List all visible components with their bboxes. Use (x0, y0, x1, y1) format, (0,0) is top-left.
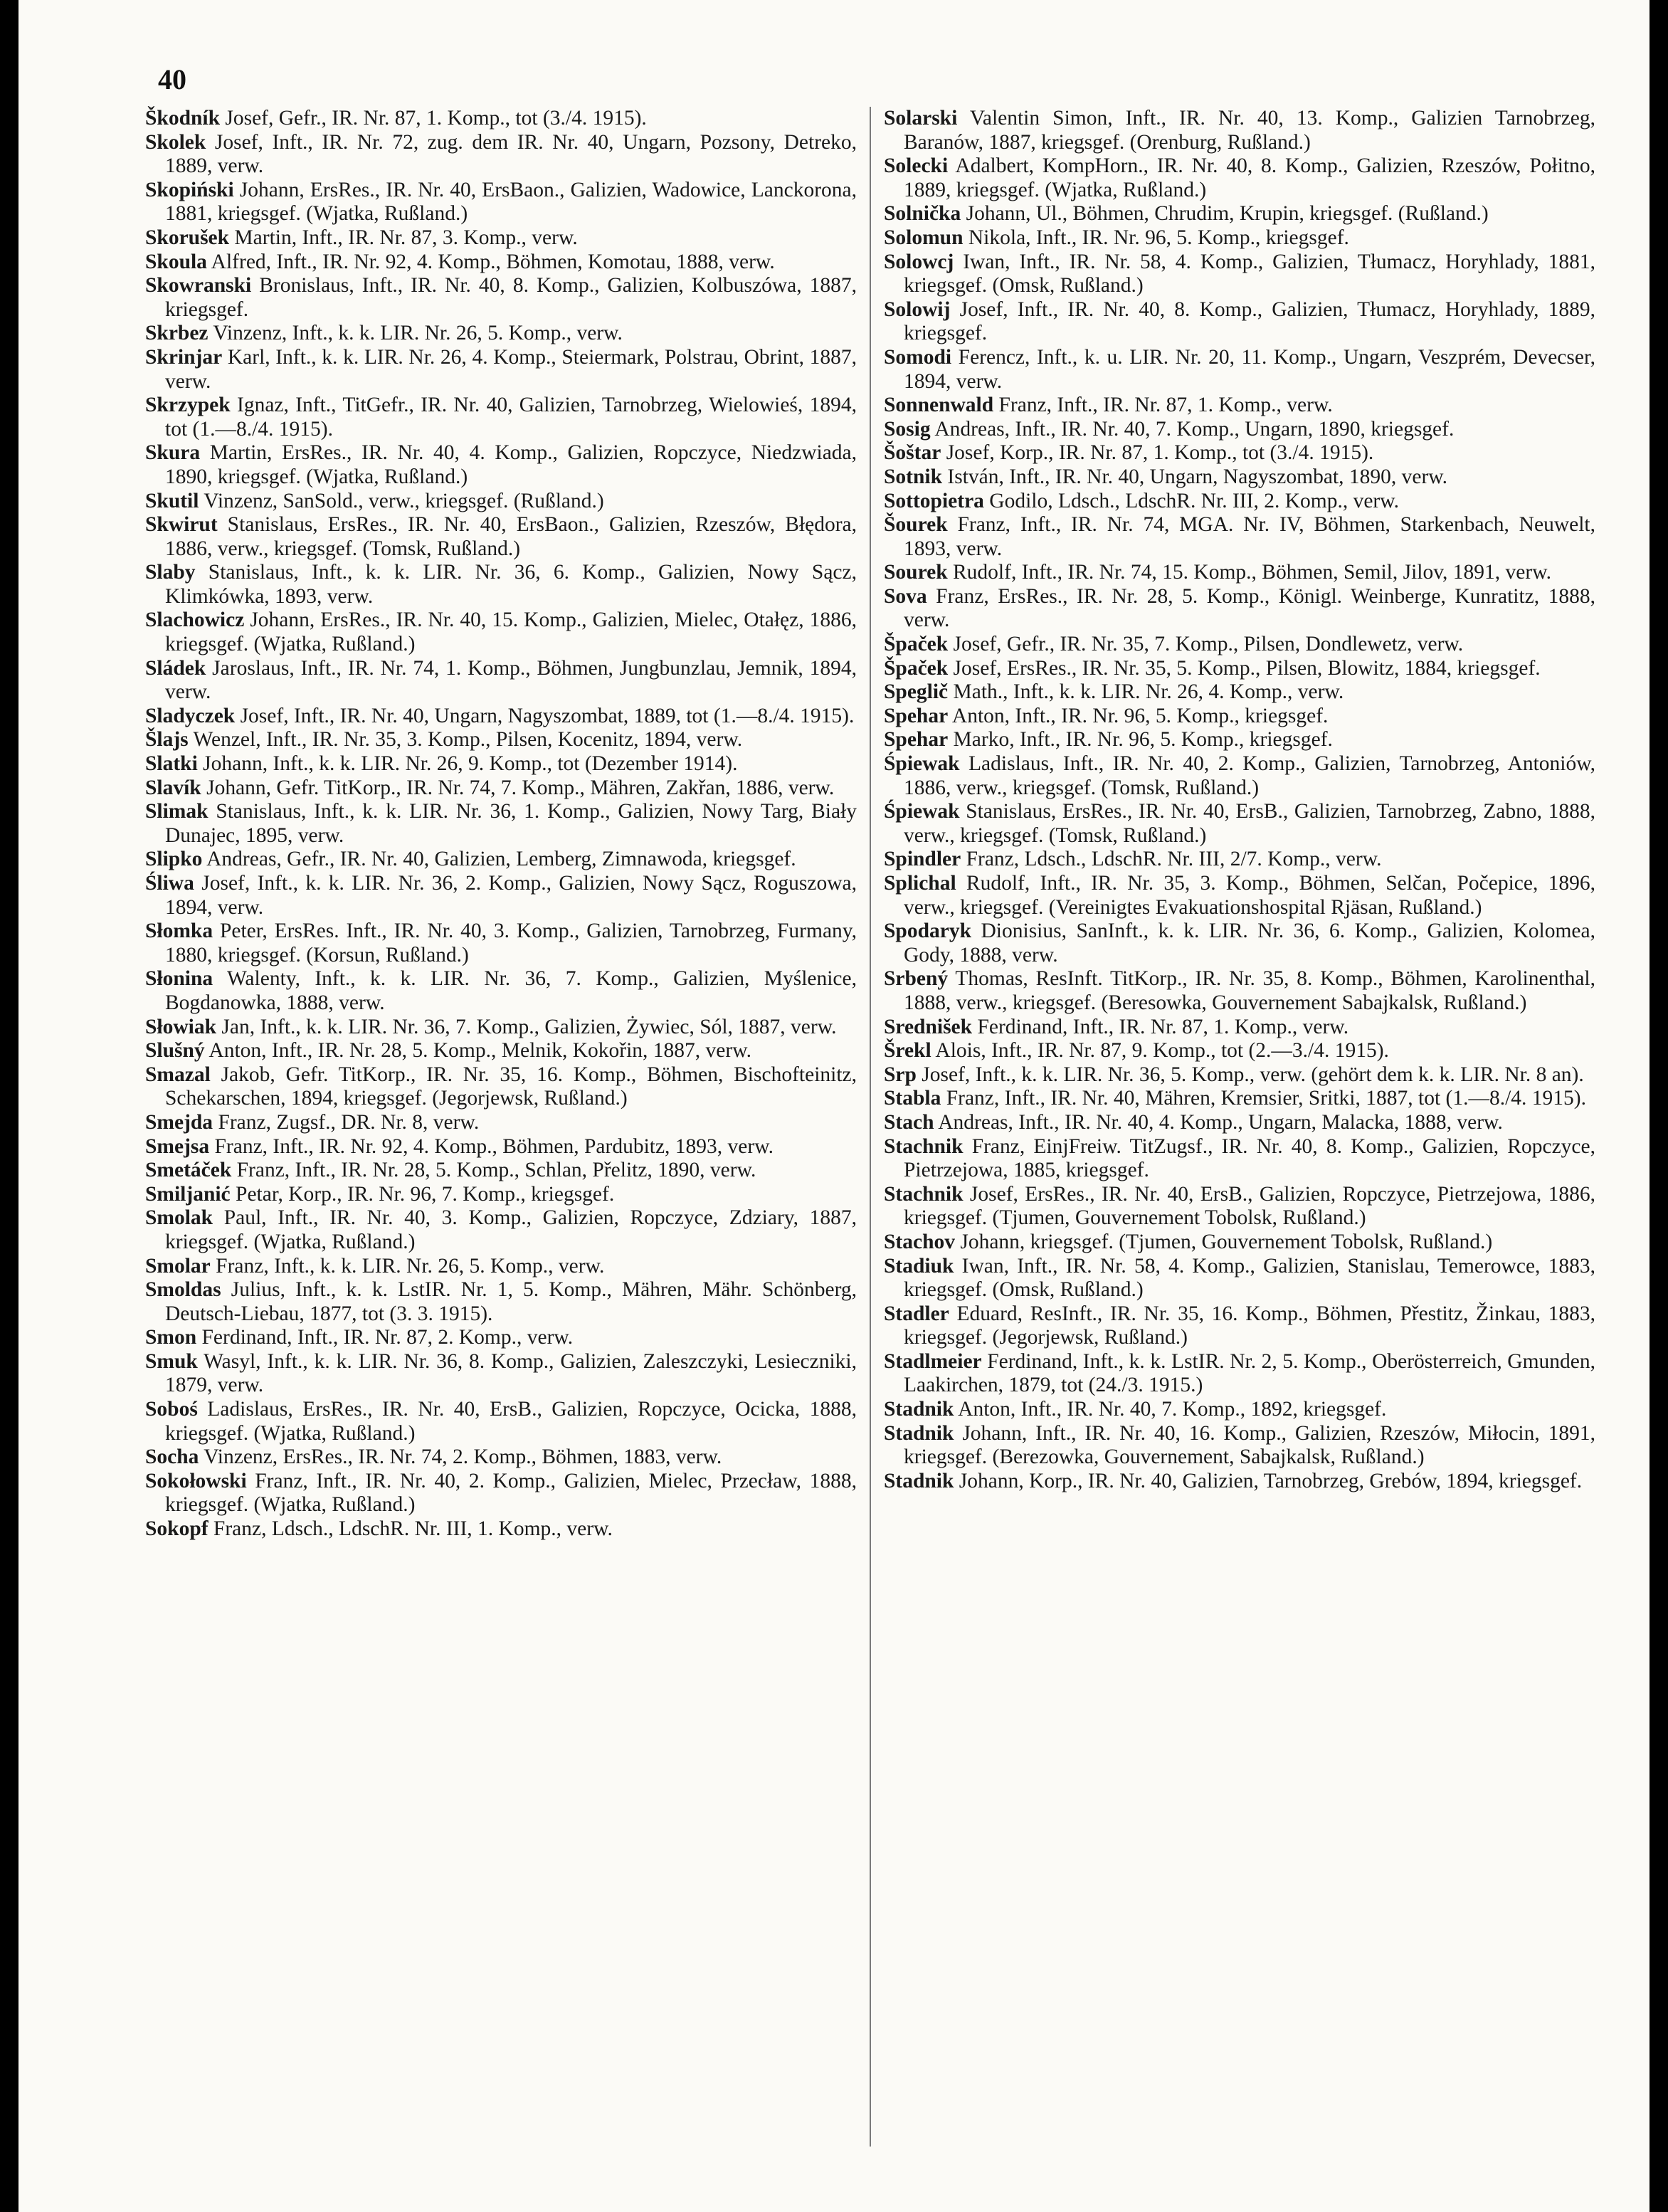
entry-surname: Srbený (884, 967, 949, 991)
entry-surname: Soboś (145, 1398, 198, 1421)
entry-surname: Solarski (884, 107, 958, 130)
entry-details: Ferdinand, Inft., k. k. LstIR. Nr. 2, 5. Komp., Oberösterreich, Gmunden, Laakirchen, 1879, tot (24./3. 1915.) (904, 1349, 1596, 1397)
entry-surname: Smejda (145, 1110, 213, 1134)
entry-details: Anton, Inft., IR. Nr. 96, 5. Komp., kriegsgef. (951, 704, 1329, 727)
entry-details: Vinzenz, ErsRes., IR. Nr. 74, 2. Komp., Böhmen, 1883, verw. (204, 1445, 722, 1469)
register-entry (884, 1135, 1595, 1183)
entry-details: Jaroslaus, Inft., IR. Nr. 74, 1. Komp., Böhmen, Jungbunzlau, Jemnik, 1894, verw. (165, 656, 857, 704)
entry-details: Josef, ErsRes., IR. Nr. 40, ErsB., Galizien, Ropczyce, Pietrzejowa, 1886, kriegsgef. (Tjumen, Gouvernement Tobolsk, Rußland.) (904, 1182, 1596, 1230)
register-entry (884, 418, 1595, 442)
entry-details: Julius, Inft., k. k. LstIR. Nr. 1, 5. Komp., Mähren, Mähr. Schönberg, Deutsch-Liebau, 1877, tot (3. 3. 1915). (165, 1278, 857, 1325)
entry-surname: Śpiewak (884, 752, 960, 776)
entry-surname: Smoldas (145, 1278, 221, 1302)
entry-details: Thomas, ResInft. TitKorp., IR. Nr. 35, 8. Komp., Böhmen, Karolinenthal, 1888, verw., kriegsgef. (Beresowka, Gouvernement Sabajkalsk, Rußland.) (904, 967, 1595, 1014)
entry-details: Anton, Inft., IR. Nr. 40, 7. Komp., 1892, kriegsgef. (958, 1398, 1387, 1421)
entry-surname: Spindler (884, 848, 961, 871)
entry-details: Adalbert, KompHorn., IR. Nr. 40, 8. Komp., Galizien, Rzeszów, Połitno, 1889, kriegsgef. (Wjatka, Rußland.) (904, 154, 1596, 201)
entry-surname: Słonina (145, 967, 213, 991)
entry-surname: Solnička (884, 202, 961, 226)
entry-surname: Spehar (884, 704, 949, 727)
entry-surname: Skura (145, 441, 201, 465)
entry-details: Rudolf, Inft., IR. Nr. 35, 3. Komp., Böhmen, Selčan, Počepice, 1896, verw., kriegsgef. (Vereinigtes Evakuationshospital Rjäsan, Rußland.) (904, 872, 1595, 919)
register-entry (145, 1111, 857, 1135)
entry-surname: Skopiński (145, 178, 234, 201)
register-entry (884, 1063, 1595, 1087)
left-column (145, 107, 857, 1542)
register-entry (884, 657, 1595, 681)
entry-details: Andreas, Inft., IR. Nr. 40, 4. Komp., Ungarn, Malacka, 1888, verw. (938, 1110, 1503, 1134)
entry-surname: Stach (884, 1110, 934, 1134)
entry-surname: Speglič (884, 680, 949, 704)
entry-details: Josef, ErsRes., IR. Nr. 35, 5. Komp., Pilsen, Blowitz, 1884, kriegsgef. (953, 656, 1541, 680)
entry-details: Josef, Inft., IR. Nr. 40, Ungarn, Nagyszombat, 1889, tot (1.—8./4. 1915). (240, 704, 855, 727)
entry-surname: Sosig (884, 417, 931, 441)
entry-surname: Smuk (145, 1349, 198, 1373)
entry-details: Franz, EinjFreiw. TitZugsf., IR. Nr. 40, 8. Komp., Galizien, Ropczyce, Pietrzejowa, 1885, kriegsgef. (904, 1134, 1595, 1182)
entry-surname: Stadiuk (884, 1254, 954, 1278)
page-number: 40 (158, 63, 186, 95)
entry-surname: Skutil (145, 489, 199, 512)
entry-details: Franz, Inft., IR. Nr. 28, 5. Komp., Schlan, Přelitz, 1890, verw. (236, 1159, 756, 1182)
entry-details: Bronislaus, Inft., IR. Nr. 40, 8. Komp., Galizien, Kolbuszówa, 1887, kriegsgef. (165, 274, 857, 321)
entry-surname: Skoula (145, 250, 207, 273)
entry-surname: Stabla (884, 1087, 941, 1110)
register-entry (145, 561, 857, 609)
entry-details: Franz, Ldsch., LdschR. Nr. III, 1. Komp., verw. (213, 1517, 613, 1541)
column-divider (870, 107, 871, 2147)
register-entry (145, 705, 857, 729)
entry-details: Johann, Korp., IR. Nr. 40, Galizien, Tarnobrzeg, Grebów, 1894, kriegsgef. (959, 1469, 1583, 1492)
entry-details: Rudolf, Inft., IR. Nr. 74, 15. Komp., Böhmen, Semil, Jilov, 1891, verw. (953, 561, 1551, 584)
entry-details: Stanislaus, ErsRes., IR. Nr. 40, ErsB., Galizien, Tarnobrzeg, Zabno, 1888, verw., kriegsgef. (Tomsk, Rußland.) (904, 800, 1595, 847)
entry-surname: Sládek (145, 656, 206, 680)
register-entry (145, 1350, 857, 1398)
register-entry (145, 800, 857, 848)
register-entry (145, 1470, 857, 1517)
register-entry (145, 274, 857, 322)
entry-surname: Śliwa (145, 872, 194, 895)
entry-details: Johann, ErsRes., IR. Nr. 40, ErsBaon., Galizien, Wadowice, Lanckorona, 1881, kriegsgef. (Wjatka, Rußland.) (165, 178, 857, 226)
entry-details: Josef, Inft., k. k. LIR. Nr. 36, 2. Komp., Galizien, Nowy Sącz, Roguszowa, 1894, verw. (165, 872, 857, 919)
entry-surname: Škodník (145, 107, 220, 130)
entry-surname: Skorušek (145, 226, 230, 249)
entry-details: Dionisius, SanInft., k. k. LIR. Nr. 36, 6. Komp., Galizien, Kolomea, Gody, 1888, verw. (904, 920, 1595, 967)
register-entry (145, 1206, 857, 1254)
register-entry (145, 1278, 857, 1326)
entry-details: Karl, Inft., k. k. LIR. Nr. 26, 4. Komp., Steiermark, Polstrau, Obrint, 1887, verw. (165, 345, 857, 393)
register-entry (884, 154, 1595, 202)
entry-details: Paul, Inft., IR. Nr. 40, 3. Komp., Galizien, Ropczyce, Zdziary, 1887, kriegsgef. (Wjatka, Rußland.) (165, 1206, 857, 1253)
register-entry (884, 346, 1595, 394)
register-entry (145, 848, 857, 872)
entry-surname: Socha (145, 1445, 199, 1469)
entry-details: Johann, kriegsgef. (Tjumen, Gouvernement Tobolsk, Rußland.) (960, 1230, 1493, 1253)
entry-details: Josef, Korp., IR. Nr. 87, 1. Komp., tot (3./4. 1915). (946, 441, 1374, 465)
entry-surname: Sokopf (145, 1517, 208, 1541)
entry-surname: Slaby (145, 561, 196, 584)
entry-details: Walenty, Inft., k. k. LIR. Nr. 36, 7. Komp., Galizien, Myślenice, Bogdanowka, 1888, verw. (165, 967, 857, 1014)
entry-surname: Skrzypek (145, 394, 231, 417)
entry-details: Ferdinand, Inft., IR. Nr. 87, 2. Komp., verw. (201, 1326, 574, 1349)
entry-surname: Stachov (884, 1230, 955, 1253)
entry-surname: Smolar (145, 1254, 211, 1278)
entry-details: Marko, Inft., IR. Nr. 96, 5. Komp., kriegsgef. (953, 728, 1333, 752)
entry-details: Alois, Inft., IR. Nr. 87, 9. Komp., tot (2.—3./4. 1915). (935, 1039, 1389, 1063)
entry-surname: Smolak (145, 1206, 213, 1230)
entry-details: Wasyl, Inft., k. k. LIR. Nr. 36, 8. Komp., Galizien, Zaleszczyki, Lesieczniki, 1879, verw. (165, 1349, 857, 1397)
register-entry (145, 322, 857, 346)
register-entry (884, 513, 1595, 561)
register-entry (884, 872, 1595, 920)
entry-surname: Spehar (884, 728, 949, 752)
entry-surname: Skrbez (145, 322, 208, 345)
entry-surname: Slimak (145, 800, 208, 823)
register-entry (145, 513, 857, 561)
entry-surname: Smon (145, 1326, 197, 1349)
entry-details: Ladislaus, ErsRes., IR. Nr. 40, ErsB., Galizien, Ropczyce, Ocicka, 1888, kriegsgef. (Wjatka, Rußland.) (165, 1398, 857, 1445)
entry-surname: Smazal (145, 1063, 211, 1086)
entry-details: Josef, Inft., k. k. LIR. Nr. 36, 5. Komp., verw. (gehört dem k. k. LIR. Nr. 8 an). (922, 1063, 1584, 1086)
entry-details: Franz, Inft., IR. Nr. 87, 1. Komp., verw. (998, 394, 1333, 417)
register-entry (884, 298, 1595, 346)
register-entry (145, 490, 857, 514)
entry-surname: Skolek (145, 130, 206, 154)
entry-details: Iwan, Inft., IR. Nr. 58, 4. Komp., Galizien, Tłumacz, Horyhlady, 1881, kriegsgef. (Omsk, Rußland.) (904, 250, 1595, 297)
entry-surname: Stadnik (884, 1421, 954, 1445)
register-entry (884, 1350, 1595, 1398)
register-entry (884, 394, 1595, 418)
register-entry (884, 1398, 1595, 1422)
register-entry (145, 179, 857, 226)
entry-details: Jakob, Gefr. TitKorp., IR. Nr. 35, 16. Komp., Böhmen, Bischofteinitz, Schekarschen, 1894, kriegsgef. (Jegorjewsk, Rußland.) (165, 1063, 857, 1110)
entry-surname: Stachnik (884, 1134, 964, 1158)
register-entry (884, 1302, 1595, 1350)
entry-surname: Solecki (884, 154, 949, 178)
entry-details: Martin, ErsRes., IR. Nr. 40, 4. Komp., Galizien, Ropczyce, Niedzwiada, 1890, kriegsgef. (Wjatka, Rußland.) (165, 441, 857, 488)
entry-details: Franz, Inft., k. k. LIR. Nr. 26, 5. Komp., verw. (216, 1254, 605, 1278)
right-column (884, 107, 1595, 1493)
register-entry (884, 680, 1595, 705)
register-entry (884, 920, 1595, 967)
register-entry (884, 752, 1595, 800)
register-entry (884, 1422, 1595, 1470)
entry-surname: Slušný (145, 1039, 205, 1063)
register-entry (145, 657, 857, 705)
entry-details: Martin, Inft., IR. Nr. 87, 3. Komp., verw. (234, 226, 578, 249)
entry-details: Ignaz, Inft., TitGefr., IR. Nr. 40, Galizien, Tarnobrzeg, Wielowieś, 1894, tot (1.—8./4. 1915). (165, 394, 857, 441)
entry-surname: Sokołowski (145, 1469, 247, 1492)
entry-details: István, Inft., IR. Nr. 40, Ungarn, Nagyszombat, 1890, verw. (947, 465, 1448, 488)
entry-details: Alfred, Inft., IR. Nr. 92, 4. Komp., Böhmen, Komotau, 1888, verw. (211, 250, 775, 273)
entry-details: Godilo, Ldsch., LdschR. Nr. III, 2. Komp., verw. (989, 489, 1400, 512)
entry-surname: Sonnenwald (884, 394, 994, 417)
entry-surname: Smetáček (145, 1159, 232, 1182)
register-entry (145, 1255, 857, 1279)
entry-surname: Slavík (145, 776, 201, 799)
entry-details: Franz, Inft., IR. Nr. 92, 4. Komp., Böhmen, Pardubitz, 1893, verw. (214, 1134, 774, 1158)
entry-details: Andreas, Inft., IR. Nr. 40, 7. Komp., Ungarn, 1890, kriegsgef. (934, 417, 1455, 441)
entry-surname: Solowij (884, 297, 951, 321)
entry-surname: Skowranski (145, 274, 252, 297)
register-entry (884, 107, 1595, 154)
entry-surname: Srp (884, 1063, 917, 1086)
register-entry (884, 800, 1595, 848)
register-entry (145, 967, 857, 1015)
register-entry (884, 848, 1595, 872)
entry-details: Iwan, Inft., IR. Nr. 58, 4. Komp., Galizien, Stanislau, Temerowce, 1883, kriegsgef. (Omsk, Rußland.) (904, 1254, 1596, 1302)
register-entry (884, 1016, 1595, 1040)
entry-surname: Sotnik (884, 465, 942, 488)
entry-surname: Śpiewak (884, 800, 960, 823)
entry-details: Jan, Inft., k. k. LIR. Nr. 36, 7. Komp., Galizien, Żywiec, Sól, 1887, verw. (221, 1015, 837, 1038)
entry-surname: Šourek (884, 513, 948, 537)
entry-surname: Solowcj (884, 250, 954, 273)
entry-details: Josef, Gefr., IR. Nr. 87, 1. Komp., tot (3./4. 1915). (225, 107, 647, 130)
entry-surname: Stadnik (884, 1469, 954, 1492)
entry-surname: Solomun (884, 226, 964, 249)
register-entry (145, 1135, 857, 1159)
register-entry (145, 1398, 857, 1445)
entry-details: Vinzenz, SanSold., verw., kriegsgef. (Rußland.) (204, 489, 604, 512)
entry-surname: Somodi (884, 345, 952, 369)
entry-details: Josef, Gefr., IR. Nr. 35, 7. Komp., Pilsen, Dondlewetz, verw. (953, 633, 1464, 656)
entry-surname: Šrekl (884, 1039, 931, 1063)
entry-details: Vinzenz, Inft., k. k. LIR. Nr. 26, 5. Komp., verw. (213, 322, 623, 345)
entry-details: Johann, Gefr. TitKorp., IR. Nr. 74, 7. Komp., Mähren, Zakřan, 1886, verw. (206, 776, 835, 799)
entry-surname: Sourek (884, 561, 948, 584)
entry-surname: Sladyczek (145, 704, 236, 727)
entry-details: Stanislaus, Inft., k. k. LIR. Nr. 36, 1. Komp., Galizien, Nowy Targ, Biały Dunajec, 1895, verw. (165, 800, 857, 847)
entry-details: Johann, Ul., Böhmen, Chrudim, Krupin, kriegsgef. (Rußland.) (966, 202, 1489, 226)
register-entry (145, 1039, 857, 1063)
register-entry (145, 251, 857, 275)
register-entry (884, 1470, 1595, 1494)
register-entry (145, 1183, 857, 1207)
register-entry (145, 1159, 857, 1183)
entry-details: Stanislaus, ErsRes., IR. Nr. 40, ErsBaon., Galizien, Rzeszów, Błędora, 1886, verw., kriegsgef. (Tomsk, Rußland.) (165, 513, 857, 560)
entry-surname: Stadnik (884, 1398, 954, 1421)
register-entry (145, 1016, 857, 1040)
entry-details: Nikola, Inft., IR. Nr. 96, 5. Komp., kriegsgef. (968, 226, 1349, 249)
entry-details: Anton, Inft., IR. Nr. 28, 5. Komp., Melnik, Kokořin, 1887, verw. (208, 1039, 751, 1063)
register-entry (145, 752, 857, 776)
register-entry (145, 1517, 857, 1542)
entry-surname: Stadlmeier (884, 1349, 982, 1373)
entry-surname: Smiljanić (145, 1182, 231, 1206)
entry-details: Josef, Inft., IR. Nr. 40, 8. Komp., Galizien, Tłumacz, Horyhlady, 1889, kriegsgef. (904, 297, 1596, 345)
entry-details: Math., Inft., k. k. LIR. Nr. 26, 4. Komp., verw. (953, 680, 1344, 704)
entry-details: Ferencz, Inft., k. u. LIR. Nr. 20, 11. Komp., Ungarn, Veszprém, Devecser, 1894, verw. (904, 345, 1595, 393)
register-entry (145, 226, 857, 251)
entry-surname: Srednišek (884, 1015, 973, 1038)
register-entry (884, 1255, 1595, 1302)
entry-details: Valentin Simon, Inft., IR. Nr. 40, 13. Komp., Galizien Tarnobrzeg, Baranów, 1887, kriegsgef. (Orenburg, Rußland.) (904, 107, 1596, 154)
register-entry (145, 728, 857, 752)
register-entry (145, 131, 857, 179)
entry-surname: Sottopietra (884, 489, 984, 512)
entry-surname: Skrinjar (145, 345, 223, 369)
register-entry (884, 1111, 1595, 1135)
entry-surname: Stachnik (884, 1182, 964, 1206)
register-entry (145, 609, 857, 656)
register-entry (145, 776, 857, 801)
register-entry (145, 346, 857, 394)
register-entry (884, 728, 1595, 752)
register-entry (884, 251, 1595, 298)
register-entry (884, 705, 1595, 729)
register-entry (145, 920, 857, 967)
register-entry (145, 441, 857, 489)
entry-details: Franz, Zugsf., DR. Nr. 8, verw. (218, 1110, 480, 1134)
entry-surname: Splichal (884, 872, 956, 895)
entry-surname: Sova (884, 584, 927, 608)
entry-surname: Słowiak (145, 1015, 217, 1038)
entry-details: Franz, Inft., IR. Nr. 40, Mähren, Kremsier, Sritki, 1887, tot (1.—8./4. 1915). (946, 1087, 1586, 1110)
entry-details: Franz, Inft., IR. Nr. 74, MGA. Nr. IV, Böhmen, Starkenbach, Neuwelt, 1893, verw. (904, 513, 1595, 560)
register-entry (884, 1183, 1595, 1231)
entry-details: Andreas, Gefr., IR. Nr. 40, Galizien, Lemberg, Zimnawoda, kriegsgef. (206, 848, 796, 871)
entry-surname: Špaček (884, 633, 949, 656)
register-entry (884, 633, 1595, 657)
entry-details: Josef, Inft., IR. Nr. 72, zug. dem IR. Nr. 40, Ungarn, Pozsony, Detreko, 1889, verw. (165, 130, 857, 178)
entry-details: Ferdinand, Inft., IR. Nr. 87, 1. Komp., verw. (977, 1015, 1349, 1038)
register-entry (884, 1039, 1595, 1063)
entry-surname: Šoštar (884, 441, 941, 465)
document-page (19, 0, 1649, 2212)
register-entry (145, 107, 857, 131)
entry-details: Stanislaus, Inft., k. k. LIR. Nr. 36, 6. Komp., Galizien, Nowy Sącz, Klimkówka, 1893, verw. (165, 561, 857, 608)
entry-surname: Słomka (145, 920, 213, 943)
entry-details: Eduard, ResInft., IR. Nr. 35, 16. Komp., Böhmen, Přestitz, Žinkau, 1883, kriegsgef. (Jegorjewsk, Rußland.) (904, 1302, 1595, 1349)
register-entry (145, 1445, 857, 1470)
entry-surname: Špaček (884, 656, 949, 680)
entry-surname: Slipko (145, 848, 203, 871)
register-entry (884, 490, 1595, 514)
entry-surname: Slatki (145, 752, 198, 776)
register-entry (884, 1087, 1595, 1111)
entry-details: Petar, Korp., IR. Nr. 96, 7. Komp., kriegsgef. (236, 1182, 615, 1206)
entry-details: Wenzel, Inft., IR. Nr. 35, 3. Komp., Pilsen, Kocenitz, 1894, verw. (193, 728, 743, 752)
entry-details: Johann, ErsRes., IR. Nr. 40, 15. Komp., Galizien, Mielec, Otałęz, 1886, kriegsgef. (Wjatka, Rußland.) (165, 609, 857, 656)
register-entry (884, 585, 1595, 633)
entry-details: Johann, Inft., k. k. LIR. Nr. 26, 9. Komp., tot (Dezember 1914). (203, 752, 738, 776)
entry-surname: Slachowicz (145, 609, 245, 632)
register-entry (145, 872, 857, 920)
register-entry (145, 1326, 857, 1350)
register-entry (884, 202, 1595, 226)
register-entry (884, 561, 1595, 585)
register-entry (884, 1231, 1595, 1255)
entry-surname: Smejsa (145, 1134, 210, 1158)
register-entry (884, 967, 1595, 1015)
register-entry (145, 394, 857, 441)
entry-details: Franz, ErsRes., IR. Nr. 28, 5. Komp., Königl. Weinberge, Kunratitz, 1888, verw. (904, 584, 1596, 632)
entry-surname: Stadler (884, 1302, 949, 1325)
register-entry (884, 441, 1595, 465)
entry-details: Ladislaus, Inft., IR. Nr. 40, 2. Komp., Galizien, Tarnobrzeg, Antoniów, 1886, verw., kriegsgef. (Tomsk, Rußland.) (904, 752, 1595, 799)
entry-surname: Skwirut (145, 513, 218, 537)
register-entry (884, 226, 1595, 251)
entry-details: Peter, ErsRes. Inft., IR. Nr. 40, 3. Komp., Galizien, Tarnobrzeg, Furmany, 1880, kriegsgef. (Korsun, Rußland.) (165, 920, 857, 967)
register-entry (145, 1063, 857, 1111)
register-entry (884, 465, 1595, 490)
entry-details: Franz, Inft., IR. Nr. 40, 2. Komp., Galizien, Mielec, Przecław, 1888, kriegsgef. (Wjatka, Rußland.) (165, 1469, 857, 1517)
entry-surname: Šlajs (145, 728, 189, 752)
entry-details: Franz, Ldsch., LdschR. Nr. III, 2/7. Komp., verw. (966, 848, 1382, 871)
entry-details: Johann, Inft., IR. Nr. 40, 16. Komp., Galizien, Rzeszów, Miłocin, 1891, kriegsgef. (Berezowka, Gouvernement, Sabajkalsk, Rußland.) (904, 1421, 1596, 1469)
entry-surname: Spodaryk (884, 920, 971, 943)
